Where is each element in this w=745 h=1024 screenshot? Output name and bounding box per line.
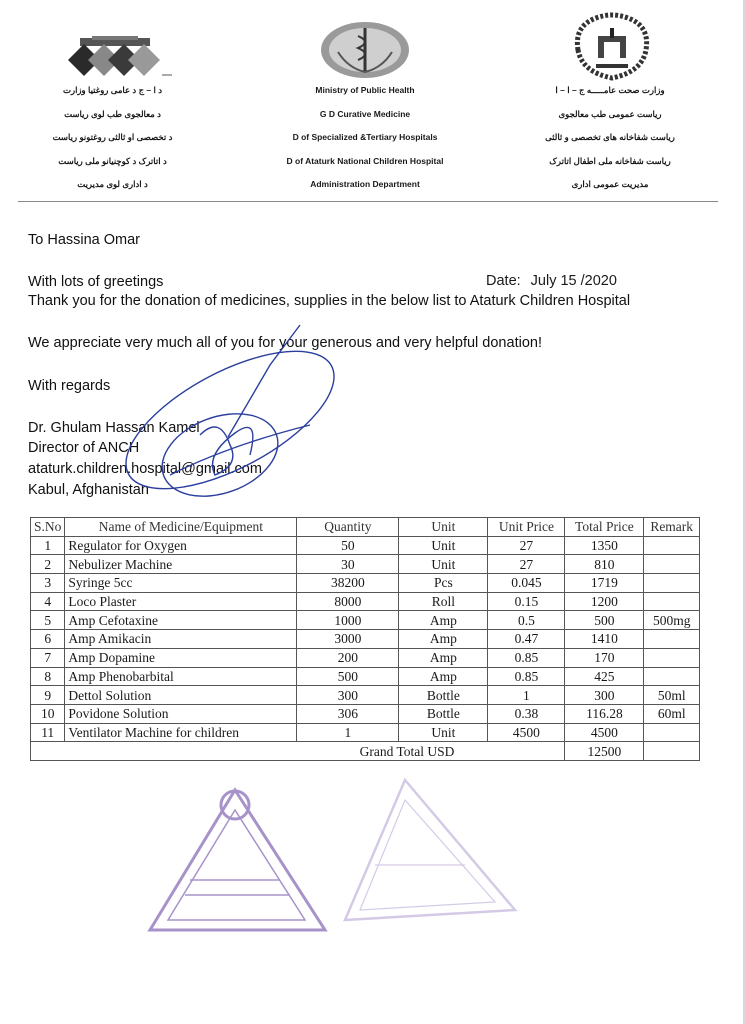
row-name: Amp Amikacin (65, 630, 297, 649)
table-row (31, 704, 700, 723)
recipient-line: To Hassina Omar (28, 232, 141, 248)
row-remark (644, 630, 700, 649)
grand-total-row (31, 742, 700, 761)
row-sno: 10 (31, 704, 65, 723)
header-english (250, 84, 480, 202)
row-quantity: 500 (297, 667, 399, 686)
header-right-line-4: ریاست شفاخانه ملی اطفال اتاترک (549, 155, 671, 166)
row-quantity: 3000 (297, 630, 399, 649)
row-unit-price: 1 (488, 686, 565, 705)
row-total-price: 116.28 (565, 704, 644, 723)
row-quantity: 50 (297, 536, 399, 555)
row-unit: Bottle (399, 686, 488, 705)
header-center-line-2: G D Curative Medicine (319, 108, 411, 119)
row-total-price: 4500 (565, 723, 644, 742)
row-sno: 6 (31, 630, 65, 649)
row-total-price: 300 (565, 686, 644, 705)
row-sno: 2 (31, 555, 65, 574)
row-name: Amp Dopamine (65, 648, 297, 667)
row-unit: Bottle (399, 704, 488, 723)
col-quantity: Quantity (297, 518, 399, 537)
row-remark (644, 536, 700, 555)
date-value: July 15 /2020 (530, 273, 617, 289)
afghan-emblem-icon (566, 10, 658, 82)
header-left-line-5: د اداری لوی مدیریت (77, 179, 148, 189)
row-unit: Amp (399, 667, 488, 686)
signature-icon (110, 305, 370, 515)
row-quantity: 200 (297, 648, 399, 667)
table-row (31, 555, 700, 574)
row-remark (644, 574, 700, 593)
row-quantity: 1 (297, 723, 399, 742)
header-center-line-1: Ministry of Public Health (315, 85, 415, 95)
row-sno: 5 (31, 611, 65, 630)
ministry-logo-icon (62, 30, 177, 80)
header-dari-pashto (30, 84, 195, 202)
header-right-line-5: مدیریت عمومی اداری (571, 179, 649, 189)
header-left-line-4: د اتاترک د کوچنیانو ملی ریاست (58, 155, 167, 166)
header-left-line-1: د ا – ج د عامی روغتیا وزارت (62, 85, 163, 95)
row-total-price: 500 (565, 611, 644, 630)
signer-location: Kabul, Afghanistan (28, 482, 149, 498)
health-emblem-icon (318, 18, 412, 82)
table-row (31, 630, 700, 649)
table-row (31, 667, 700, 686)
table-body (31, 536, 700, 742)
row-remark (644, 723, 700, 742)
row-total-price: 425 (565, 667, 644, 686)
row-sno: 8 (31, 667, 65, 686)
header-dari (520, 84, 700, 202)
row-total-price: 810 (565, 555, 644, 574)
header-left-line-2: د معالجوی طب لوی ریاست (64, 108, 161, 119)
grand-total-value: 12500 (565, 742, 644, 761)
signer-title: Director of ANCH (28, 440, 140, 456)
table-row (31, 536, 700, 555)
row-unit: Unit (399, 555, 488, 574)
closing-line: With regards (28, 378, 111, 394)
col-sno: S.No (31, 518, 65, 537)
table-header-row (31, 518, 700, 537)
row-remark (644, 667, 700, 686)
row-unit-price: 4500 (488, 723, 565, 742)
grand-total-label: Grand Total USD (31, 742, 565, 761)
greeting-line: With lots of greetings (28, 274, 164, 290)
row-sno: 4 (31, 592, 65, 611)
row-remark (644, 555, 700, 574)
row-total-price: 1410 (565, 630, 644, 649)
row-unit-price: 27 (488, 555, 565, 574)
table-row (31, 592, 700, 611)
col-total-price: Total Price (565, 518, 644, 537)
letter-date (486, 273, 617, 289)
row-unit: Unit (399, 536, 488, 555)
col-remark: Remark (644, 518, 700, 537)
row-name: Syringe 5cc (65, 574, 297, 593)
row-unit-price: 0.045 (488, 574, 565, 593)
table-row (31, 574, 700, 593)
donation-table (30, 517, 700, 761)
header-left-line-3: د تخصصی او ثالثی روغتونو ریاست (52, 132, 173, 142)
row-total-price: 1200 (565, 592, 644, 611)
col-unit-price: Unit Price (488, 518, 565, 537)
row-remark: 60ml (644, 704, 700, 723)
grand-total-remark (644, 742, 700, 761)
signer-name: Dr. Ghulam Hassan Kamel (28, 420, 200, 436)
row-sno: 1 (31, 536, 65, 555)
row-sno: 9 (31, 686, 65, 705)
row-remark (644, 648, 700, 667)
row-unit-price: 0.38 (488, 704, 565, 723)
row-sno: 3 (31, 574, 65, 593)
header-center-line-5: Administration Department (310, 179, 420, 189)
header-center-line-4: D of Ataturk National Children Hospital (286, 155, 444, 166)
row-quantity: 30 (297, 555, 399, 574)
row-quantity: 1000 (297, 611, 399, 630)
row-name: Amp Phenobarbital (65, 667, 297, 686)
row-unit: Pcs (399, 574, 488, 593)
row-unit: Amp (399, 648, 488, 667)
row-name: Nebulizer Machine (65, 555, 297, 574)
row-unit-price: 0.15 (488, 592, 565, 611)
row-unit-price: 0.85 (488, 667, 565, 686)
row-total-price: 1719 (565, 574, 644, 593)
row-remark (644, 592, 700, 611)
col-name: Name of Medicine/Equipment (65, 518, 297, 537)
row-unit-price: 0.85 (488, 648, 565, 667)
row-unit-price: 0.5 (488, 611, 565, 630)
row-quantity: 306 (297, 704, 399, 723)
header-center-line-3: D of Specialized &Tertiary Hospitals (292, 132, 438, 142)
row-unit: Unit (399, 723, 488, 742)
appreciation-line: We appreciate very much all of you for your generous and very helpful donation! (28, 335, 542, 351)
row-total-price: 1350 (565, 536, 644, 555)
header-divider (18, 201, 718, 202)
date-label: Date: (486, 273, 521, 289)
row-unit: Roll (399, 592, 488, 611)
row-unit: Amp (399, 630, 488, 649)
row-name: Amp Cefotaxine (65, 611, 297, 630)
row-total-price: 170 (565, 648, 644, 667)
row-unit: Amp (399, 611, 488, 630)
row-remark: 500mg (644, 611, 700, 630)
row-quantity: 8000 (297, 592, 399, 611)
table-row (31, 648, 700, 667)
table-row (31, 611, 700, 630)
row-unit-price: 0.47 (488, 630, 565, 649)
row-quantity: 38200 (297, 574, 399, 593)
header-right-line-3: ریاست شفاخانه های تخصصی و ثالثی (545, 132, 675, 142)
row-name: Regulator for Oxygen (65, 536, 297, 555)
table-row (31, 723, 700, 742)
row-sno: 11 (31, 723, 65, 742)
second-stamp-icon (325, 770, 545, 940)
row-quantity: 300 (297, 686, 399, 705)
table-row (31, 686, 700, 705)
row-name: Loco Plaster (65, 592, 297, 611)
col-unit: Unit (399, 518, 488, 537)
row-unit-price: 27 (488, 536, 565, 555)
row-name: Ventilator Machine for children (65, 723, 297, 742)
header-right-line-1: وزارت صحت عامـــــه ج – ا – ا (555, 85, 665, 95)
row-name: Povidone Solution (65, 704, 297, 723)
header-right-line-2: ریاست عمومی طب معالجوی (558, 108, 662, 119)
row-name: Dettol Solution (65, 686, 297, 705)
thanks-line: Thank you for the donation of medicines, supplies in the below list to Ataturk Children Hospital (28, 293, 631, 309)
row-sno: 7 (31, 648, 65, 667)
signer-email: ataturk.children.hospital@gmail.com (28, 461, 262, 477)
row-remark: 50ml (644, 686, 700, 705)
